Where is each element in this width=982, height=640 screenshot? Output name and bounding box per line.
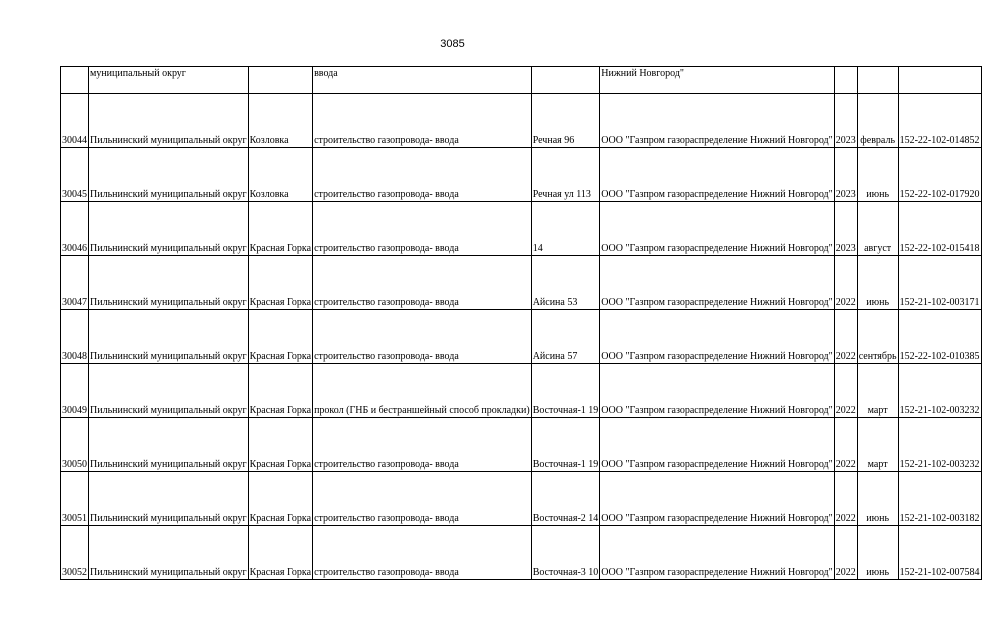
cell-id: 152-22-102-017920 (898, 148, 981, 202)
cell-village: Козловка (248, 94, 312, 148)
cell-village: Красная Горка (248, 202, 312, 256)
cell-district: Пильнинский муниципальный округ (89, 256, 249, 310)
page-number: 3085 (440, 38, 465, 50)
cell-village: Красная Горка (248, 256, 312, 310)
cell-work: строительство газопровода- ввода (313, 418, 532, 472)
cell-work: строительство газопровода- ввода (313, 94, 532, 148)
cell-year (834, 67, 857, 94)
cell-village: Козловка (248, 148, 312, 202)
cell-id: 152-21-102-007584 (898, 526, 981, 580)
cell-district: муниципальный округ (89, 67, 249, 94)
cell-work: строительство газопровода- ввода (313, 310, 532, 364)
table-row (61, 472, 982, 526)
cell-org: ООО "Газпром газораспределение Нижний Новгород" (600, 364, 834, 418)
cell-month: март (857, 418, 898, 472)
cell-village: Красная Горка (248, 526, 312, 580)
cell-id: 152-21-102-003182 (898, 472, 981, 526)
cell-month: июнь (857, 472, 898, 526)
cell-org: ООО "Газпром газораспределение Нижний Новгород" (600, 94, 834, 148)
cell-district: Пильнинский муниципальный округ (89, 526, 249, 580)
cell-org: ООО "Газпром газораспределение Нижний Новгород" (600, 310, 834, 364)
cell-year: 2023 (834, 202, 857, 256)
cell-district: Пильнинский муниципальный округ (89, 418, 249, 472)
table-row (61, 310, 982, 364)
cell-work: строительство газопровода- ввода (313, 526, 532, 580)
cell-address: Айсина 53 (531, 256, 600, 310)
cell-num: 30047 (61, 256, 89, 310)
cell-year: 2023 (834, 94, 857, 148)
cell-month: февраль (857, 94, 898, 148)
table-row (61, 148, 982, 202)
cell-address (531, 67, 600, 94)
cell-id (898, 67, 981, 94)
cell-org: ООО "Газпром газораспределение Нижний Новгород" (600, 148, 834, 202)
cell-org: Нижний Новгород" (600, 67, 834, 94)
cell-village: Красная Горка (248, 310, 312, 364)
cell-year: 2023 (834, 148, 857, 202)
table-row (61, 256, 982, 310)
cell-num: 30046 (61, 202, 89, 256)
cell-id: 152-22-102-014852 (898, 94, 981, 148)
table-row (61, 526, 982, 580)
cell-district: Пильнинский муниципальный округ (89, 310, 249, 364)
cell-num: 30045 (61, 148, 89, 202)
cell-work: прокол (ГНБ и бестраншейный способ прокладки) (313, 364, 532, 418)
cell-num: 30049 (61, 364, 89, 418)
cell-month: июнь (857, 526, 898, 580)
cell-address: Восточная-1 19 (531, 364, 600, 418)
cell-work: ввода (313, 67, 532, 94)
cell-address: 14 (531, 202, 600, 256)
cell-org: ООО "Газпром газораспределение Нижний Новгород" (600, 202, 834, 256)
cell-org: ООО "Газпром газораспределение Нижний Новгород" (600, 256, 834, 310)
registry-table (60, 66, 982, 580)
cell-month: март (857, 364, 898, 418)
cell-year: 2022 (834, 256, 857, 310)
cell-year: 2022 (834, 418, 857, 472)
cell-year: 2022 (834, 364, 857, 418)
cell-district: Пильнинский муниципальный округ (89, 472, 249, 526)
cell-work: строительство газопровода- ввода (313, 202, 532, 256)
cell-num: 30052 (61, 526, 89, 580)
cell-address: Речная 96 (531, 94, 600, 148)
cell-id: 152-22-102-010385 (898, 310, 981, 364)
cell-num: 30051 (61, 472, 89, 526)
cell-work: строительство газопровода- ввода (313, 472, 532, 526)
cell-village: Красная Горка (248, 472, 312, 526)
cell-work: строительство газопровода- ввода (313, 256, 532, 310)
cell-work: строительство газопровода- ввода (313, 148, 532, 202)
cell-year: 2022 (834, 526, 857, 580)
cell-id: 152-21-102-003232 (898, 418, 981, 472)
cell-village: Красная Горка (248, 418, 312, 472)
cell-id: 152-22-102-015418 (898, 202, 981, 256)
cell-address: Айсина 57 (531, 310, 600, 364)
cell-month: сентябрь (857, 310, 898, 364)
cell-address: Восточная-3 10 (531, 526, 600, 580)
cell-district: Пильнинский муниципальный округ (89, 94, 249, 148)
table-row (61, 94, 982, 148)
cell-org: ООО "Газпром газораспределение Нижний Новгород" (600, 472, 834, 526)
table-row (61, 364, 982, 418)
cell-num: 30050 (61, 418, 89, 472)
table-row-continued (61, 67, 982, 94)
cell-month: июнь (857, 148, 898, 202)
cell-address: Речная ул 113 (531, 148, 600, 202)
cell-id: 152-21-102-003232 (898, 364, 981, 418)
cell-id: 152-21-102-003171 (898, 256, 981, 310)
table-row (61, 418, 982, 472)
cell-village (248, 67, 312, 94)
cell-year: 2022 (834, 472, 857, 526)
cell-org: ООО "Газпром газораспределение Нижний Новгород" (600, 526, 834, 580)
cell-district: Пильнинский муниципальный округ (89, 202, 249, 256)
cell-district: Пильнинский муниципальный округ (89, 148, 249, 202)
cell-district: Пильнинский муниципальный округ (89, 364, 249, 418)
cell-address: Восточная-1 19 (531, 418, 600, 472)
cell-village: Красная Горка (248, 364, 312, 418)
cell-month (857, 67, 898, 94)
cell-year: 2022 (834, 310, 857, 364)
cell-address: Восточная-2 14 (531, 472, 600, 526)
table-row (61, 202, 982, 256)
cell-num: 30048 (61, 310, 89, 364)
cell-month: август (857, 202, 898, 256)
cell-num (61, 67, 89, 94)
cell-org: ООО "Газпром газораспределение Нижний Новгород" (600, 418, 834, 472)
cell-month: июнь (857, 256, 898, 310)
cell-num: 30044 (61, 94, 89, 148)
